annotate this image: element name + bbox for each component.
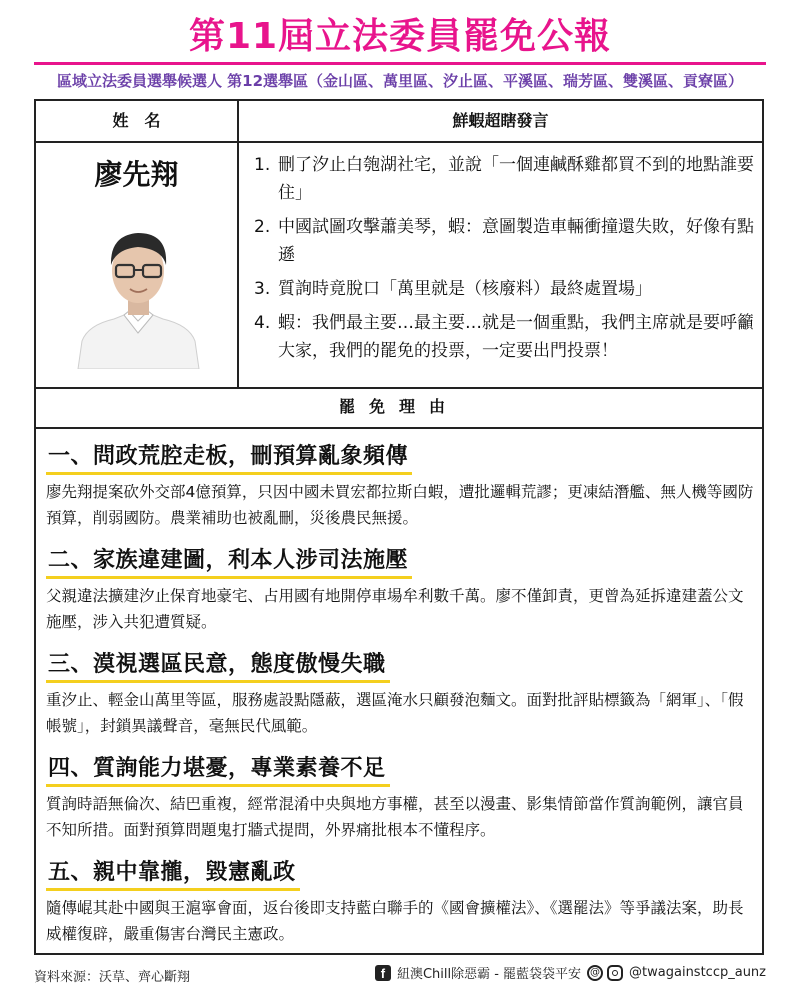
social-page-name[interactable]: 紐澳Chill除惡霸 - 罷藍袋袋平安 bbox=[396, 967, 582, 982]
social-footer bbox=[375, 963, 766, 982]
reason-title: 三、漠視選區民意，態度傲慢失職 bbox=[46, 647, 390, 683]
threads-icon[interactable]: @ bbox=[587, 965, 603, 981]
instagram-icon[interactable] bbox=[607, 965, 623, 981]
reasons-list bbox=[46, 431, 756, 951]
reason-item bbox=[46, 743, 756, 847]
reasons-divider bbox=[36, 427, 762, 429]
reason-title: 四、質詢能力堪憂，專業素養不足 bbox=[46, 751, 390, 787]
reason-title: 二、家族違建圖，利本人涉司法施壓 bbox=[46, 543, 412, 579]
reasons-header: 罷免理由 bbox=[338, 397, 459, 416]
header-divider bbox=[36, 141, 762, 143]
reason-body: 父親違法擴建汐止保育地豪宅、占用國有地開停車場牟利數千萬。廖不僅卸責，更曾為延拆違建蓋公文施壓，涉入共犯遭質疑。 bbox=[46, 587, 744, 631]
reason-item bbox=[46, 535, 756, 639]
reason-body: 質詢時語無倫次、結巴重複，經常混淆中央與地方事權，甚至以漫畫、影集情節當作質詢範例，讓官員不知所措。面對預算問題鬼打牆式提問，外界痛批根本不懂程序。 bbox=[46, 795, 744, 839]
candidate-name: 廖先翔 bbox=[94, 158, 179, 191]
facebook-icon[interactable]: f bbox=[375, 965, 391, 981]
candidate-photo bbox=[76, 209, 201, 369]
reason-title: 一、問政荒腔走板，刪預算亂象頻傳 bbox=[46, 439, 412, 475]
reason-title: 五、親中靠攏，毀憲亂政 bbox=[46, 855, 300, 891]
list-item: 3. 質詢時竟脫口「萬里就是（核廢料）最終處置場」 bbox=[254, 279, 652, 299]
reason-item bbox=[46, 431, 756, 535]
quote-column-header: 鮮蝦超瞎發言 bbox=[452, 111, 549, 130]
list-item: 2. 中國試圖攻擊蕭美琴，蝦：意圖製造車輛衝撞還失敗，好像有點遜 bbox=[254, 217, 754, 265]
page-title: 第11屆立法委員罷免公報 bbox=[188, 16, 612, 57]
reason-item bbox=[46, 639, 756, 743]
quote-list bbox=[254, 151, 754, 371]
list-item: 1. 刪了汐止白匏湖社宅，並說「一個連鹹酥雞都買不到的地點誰要住」 bbox=[254, 155, 754, 203]
recall-table bbox=[34, 99, 764, 955]
social-handle[interactable]: @twagainstccp_aunz bbox=[629, 965, 766, 980]
title-rule bbox=[34, 62, 766, 65]
reason-body: 重汐止、輕金山萬里等區，服務處設點隱蔽，選區淹水只顧發泡麵文。面對批評貼標籤為「網軍」、「假帳號」，封鎖異議聲音，毫無民代風範。 bbox=[46, 691, 744, 735]
name-column-header: 姓 名 bbox=[112, 111, 161, 130]
reason-body: 隨傳崐其赴中國與王滬寧會面，返台後即支持藍白聯手的《國會擴權法》、《選罷法》等爭議法案，助長威權復辟，嚴重傷害台灣民主憲政。 bbox=[46, 899, 744, 943]
reason-item bbox=[46, 847, 756, 951]
page-subtitle: 區域立法委員選舉候選人 第12選舉區（金山區、萬里區、汐止區、平溪區、瑞芳區、雙溪區、貢寮區） bbox=[56, 72, 744, 90]
column-divider bbox=[237, 101, 239, 387]
reason-body: 廖先翔提案砍外交部4億預算，只因中國未買宏都拉斯白蝦，遭批邏輯荒謬；更凍結潛艦、無人機等國防預算，削弱國防。農業補助也被亂刪，災後農民無援。 bbox=[46, 483, 754, 527]
source-credit: 資料來源：沃草、齊心斷翔 bbox=[34, 970, 191, 985]
list-item: 4. 蝦：我們最主要…最主要…就是一個重點，我們主席就是要呼籲大家，我們的罷免的投票，一定要出門投票！ bbox=[254, 313, 754, 361]
